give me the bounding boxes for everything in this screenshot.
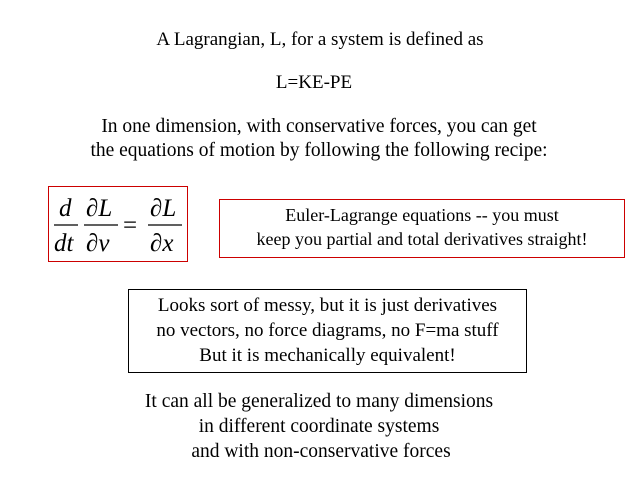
euler-lagrange-note-line-1: Euler-Lagrange equations -- you must [285, 205, 559, 225]
messy-note-box [128, 289, 527, 373]
eq-partial-x: ∂x [150, 230, 174, 257]
euler-lagrange-equation-box [48, 186, 188, 262]
eq-equals: = [123, 212, 138, 239]
messy-note-line-3: But it is mechanically equivalent! [199, 345, 456, 366]
eq-partial-l-2: ∂L [150, 195, 177, 222]
intro-line-1: In one dimension, with conservative forces, you can get [101, 116, 537, 137]
intro-line-2: the equations of motion by following the following recipe: [90, 140, 548, 161]
lagrangian-definition: L=KE-PE [275, 72, 353, 93]
messy-note-line-2: no vectors, no force diagrams, no F=ma stuff [156, 320, 499, 341]
title-text: A Lagrangian, L, for a system is defined as [156, 29, 484, 50]
euler-lagrange-note-box [219, 199, 625, 258]
messy-note-line-1: Looks sort of messy, but it is just derivatives [157, 295, 498, 316]
euler-lagrange-note-line-2: keep you partial and total derivatives straight! [256, 229, 588, 249]
generalize-line-1: It can all be generalized to many dimensions [144, 391, 494, 412]
generalize-line-3: and with non-conservative forces [191, 441, 451, 462]
eq-partial-l-1: ∂L [86, 195, 113, 222]
eq-dt: dt [54, 230, 74, 257]
generalize-line-2: in different coordinate systems [198, 416, 440, 437]
eq-partial-v: ∂v [86, 230, 110, 257]
eq-d: d [59, 195, 72, 222]
euler-lagrange-equation [49, 187, 186, 260]
